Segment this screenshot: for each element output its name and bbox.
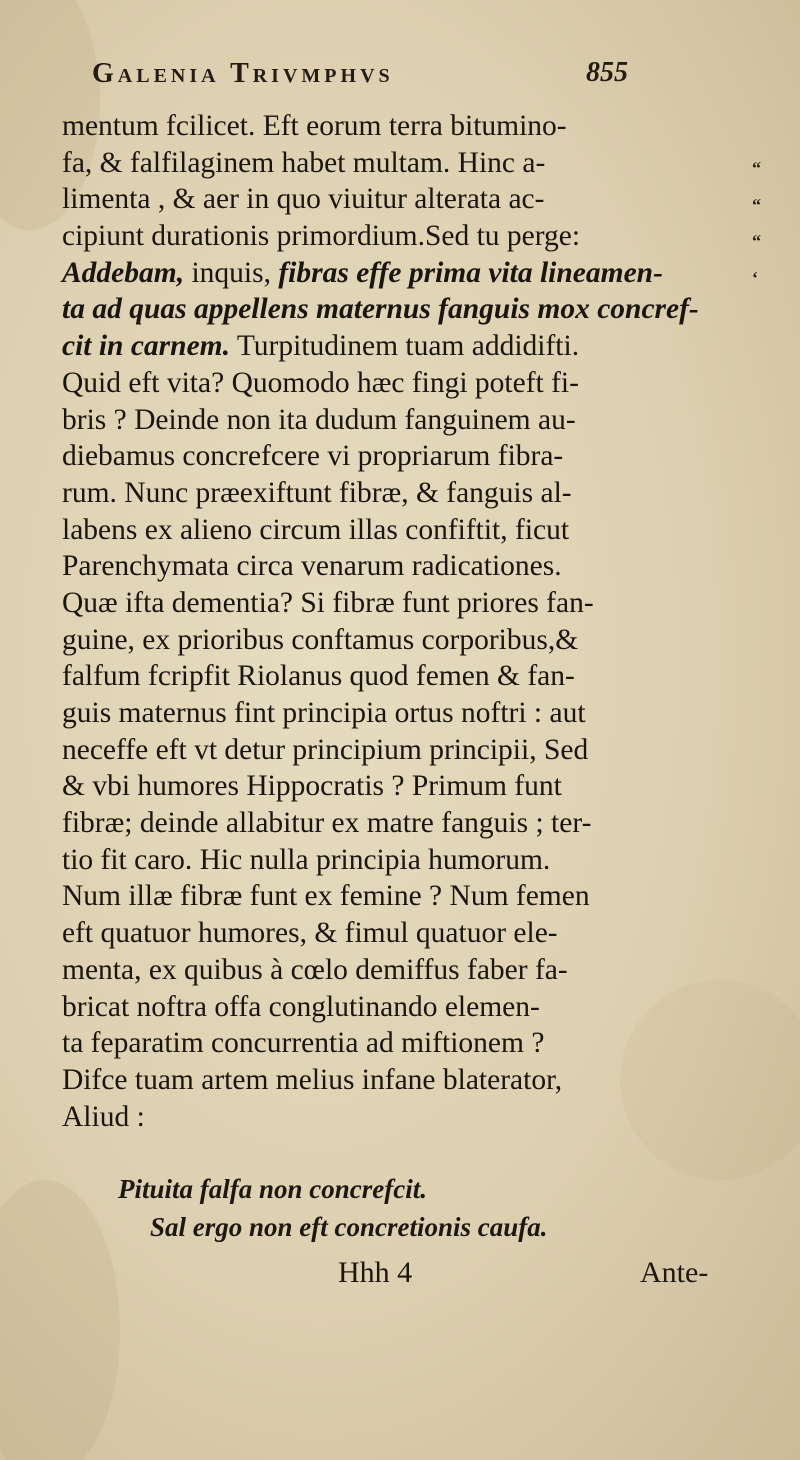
roman-segment: inquis, [184,256,279,289]
body-text [62,108,722,1135]
text-line: ta feparatim concurrentia ad miftionem ? [62,1027,545,1060]
roman-segment: Turpitudinem tuam addidifti. [229,330,580,363]
text-line: bricat noftra offa conglutinando elemen- [62,990,540,1023]
text-line: guis maternus fint principia ortus noftri : aut [62,697,586,729]
text-line: Parenchymata circa venarum radicationes. [62,550,562,583]
text-line: & vbi humores Hippocratis ? Primum funt [62,770,562,803]
text-line: rum. Nunc præexiftunt fibræ, & fanguis al- [62,476,572,509]
margin-quote-marks [752,150,782,297]
margin-quote: “ [752,194,761,215]
text-line: Num illæ fibræ funt ex femine ? Num femen [62,880,590,913]
text-line: diebamus concrefcere vi propriarum fibra- [62,440,564,473]
italic-segment: Addebam, [62,256,185,289]
text-line [62,255,722,292]
verse-line: Sal ergo non eft concretionis caufa. [150,1212,548,1242]
italic-segment: fibras effe prima vita lineamen- [278,256,663,289]
text-line: labens ex alieno circum illas confiftit, ficut [62,513,570,546]
text-line: cipiunt durationis primordium.Sed tu perge: [62,220,581,253]
text-line: Quid eft vita? Quomodo hæc fingi poteft fi- [62,366,579,399]
running-header [92,58,652,98]
text-line: ta ad quas appellens maternus fanguis mox concref- [62,293,699,326]
text-line: Aliud : [62,1100,145,1133]
margin-quote: “ [752,231,761,252]
paper-stain [0,1180,120,1460]
verse-line: Pituita falfa non concrefcit. [118,1174,427,1204]
signature-mark: Hhh 4 [338,1256,413,1289]
text-line: fa, & falfilaginem habet multam. Hinc a- [62,146,546,179]
text-line: menta, ex quibus à cœlo demiffus faber fa- [62,953,568,986]
text-line: fibræ; deinde allabitur ex matre fanguis ; ter- [62,807,592,840]
text-line: limenta , & aer in quo viuitur alterata ac- [62,183,545,216]
verse-block [118,1170,678,1246]
text-line: Difce tuam artem melius infane blaterator, [62,1063,563,1096]
margin-quote: “ [752,158,761,178]
text-line [62,328,722,365]
catchword: Ante- [640,1256,709,1289]
margin-quote: ‘ [752,268,758,289]
running-title: Galenia Trivmphvs [92,58,394,89]
text-line: tio fit caro. Hic nulla principia humorum. [62,843,551,876]
text-line: falfum fcripfit Riolanus quod femen & fan- [62,660,575,693]
text-line: Quæ ifta dementia? Si fibræ funt priores fan- [62,586,594,619]
text-line: mentum fcilicet. Eft eorum terra bitumino- [62,110,567,142]
page-number: 855 [586,57,628,88]
text-line: neceffe eft vt detur principium principii, Sed [62,733,589,766]
text-line: guine, ex prioribus conftamus corporibus,& [62,623,579,656]
text-line: bris ? Deinde non ita dudum fanguinem au- [62,403,576,436]
italic-segment: cit in carnem. [62,330,230,363]
text-line: eft quatuor humores, & fimul quatuor ele- [62,917,558,950]
